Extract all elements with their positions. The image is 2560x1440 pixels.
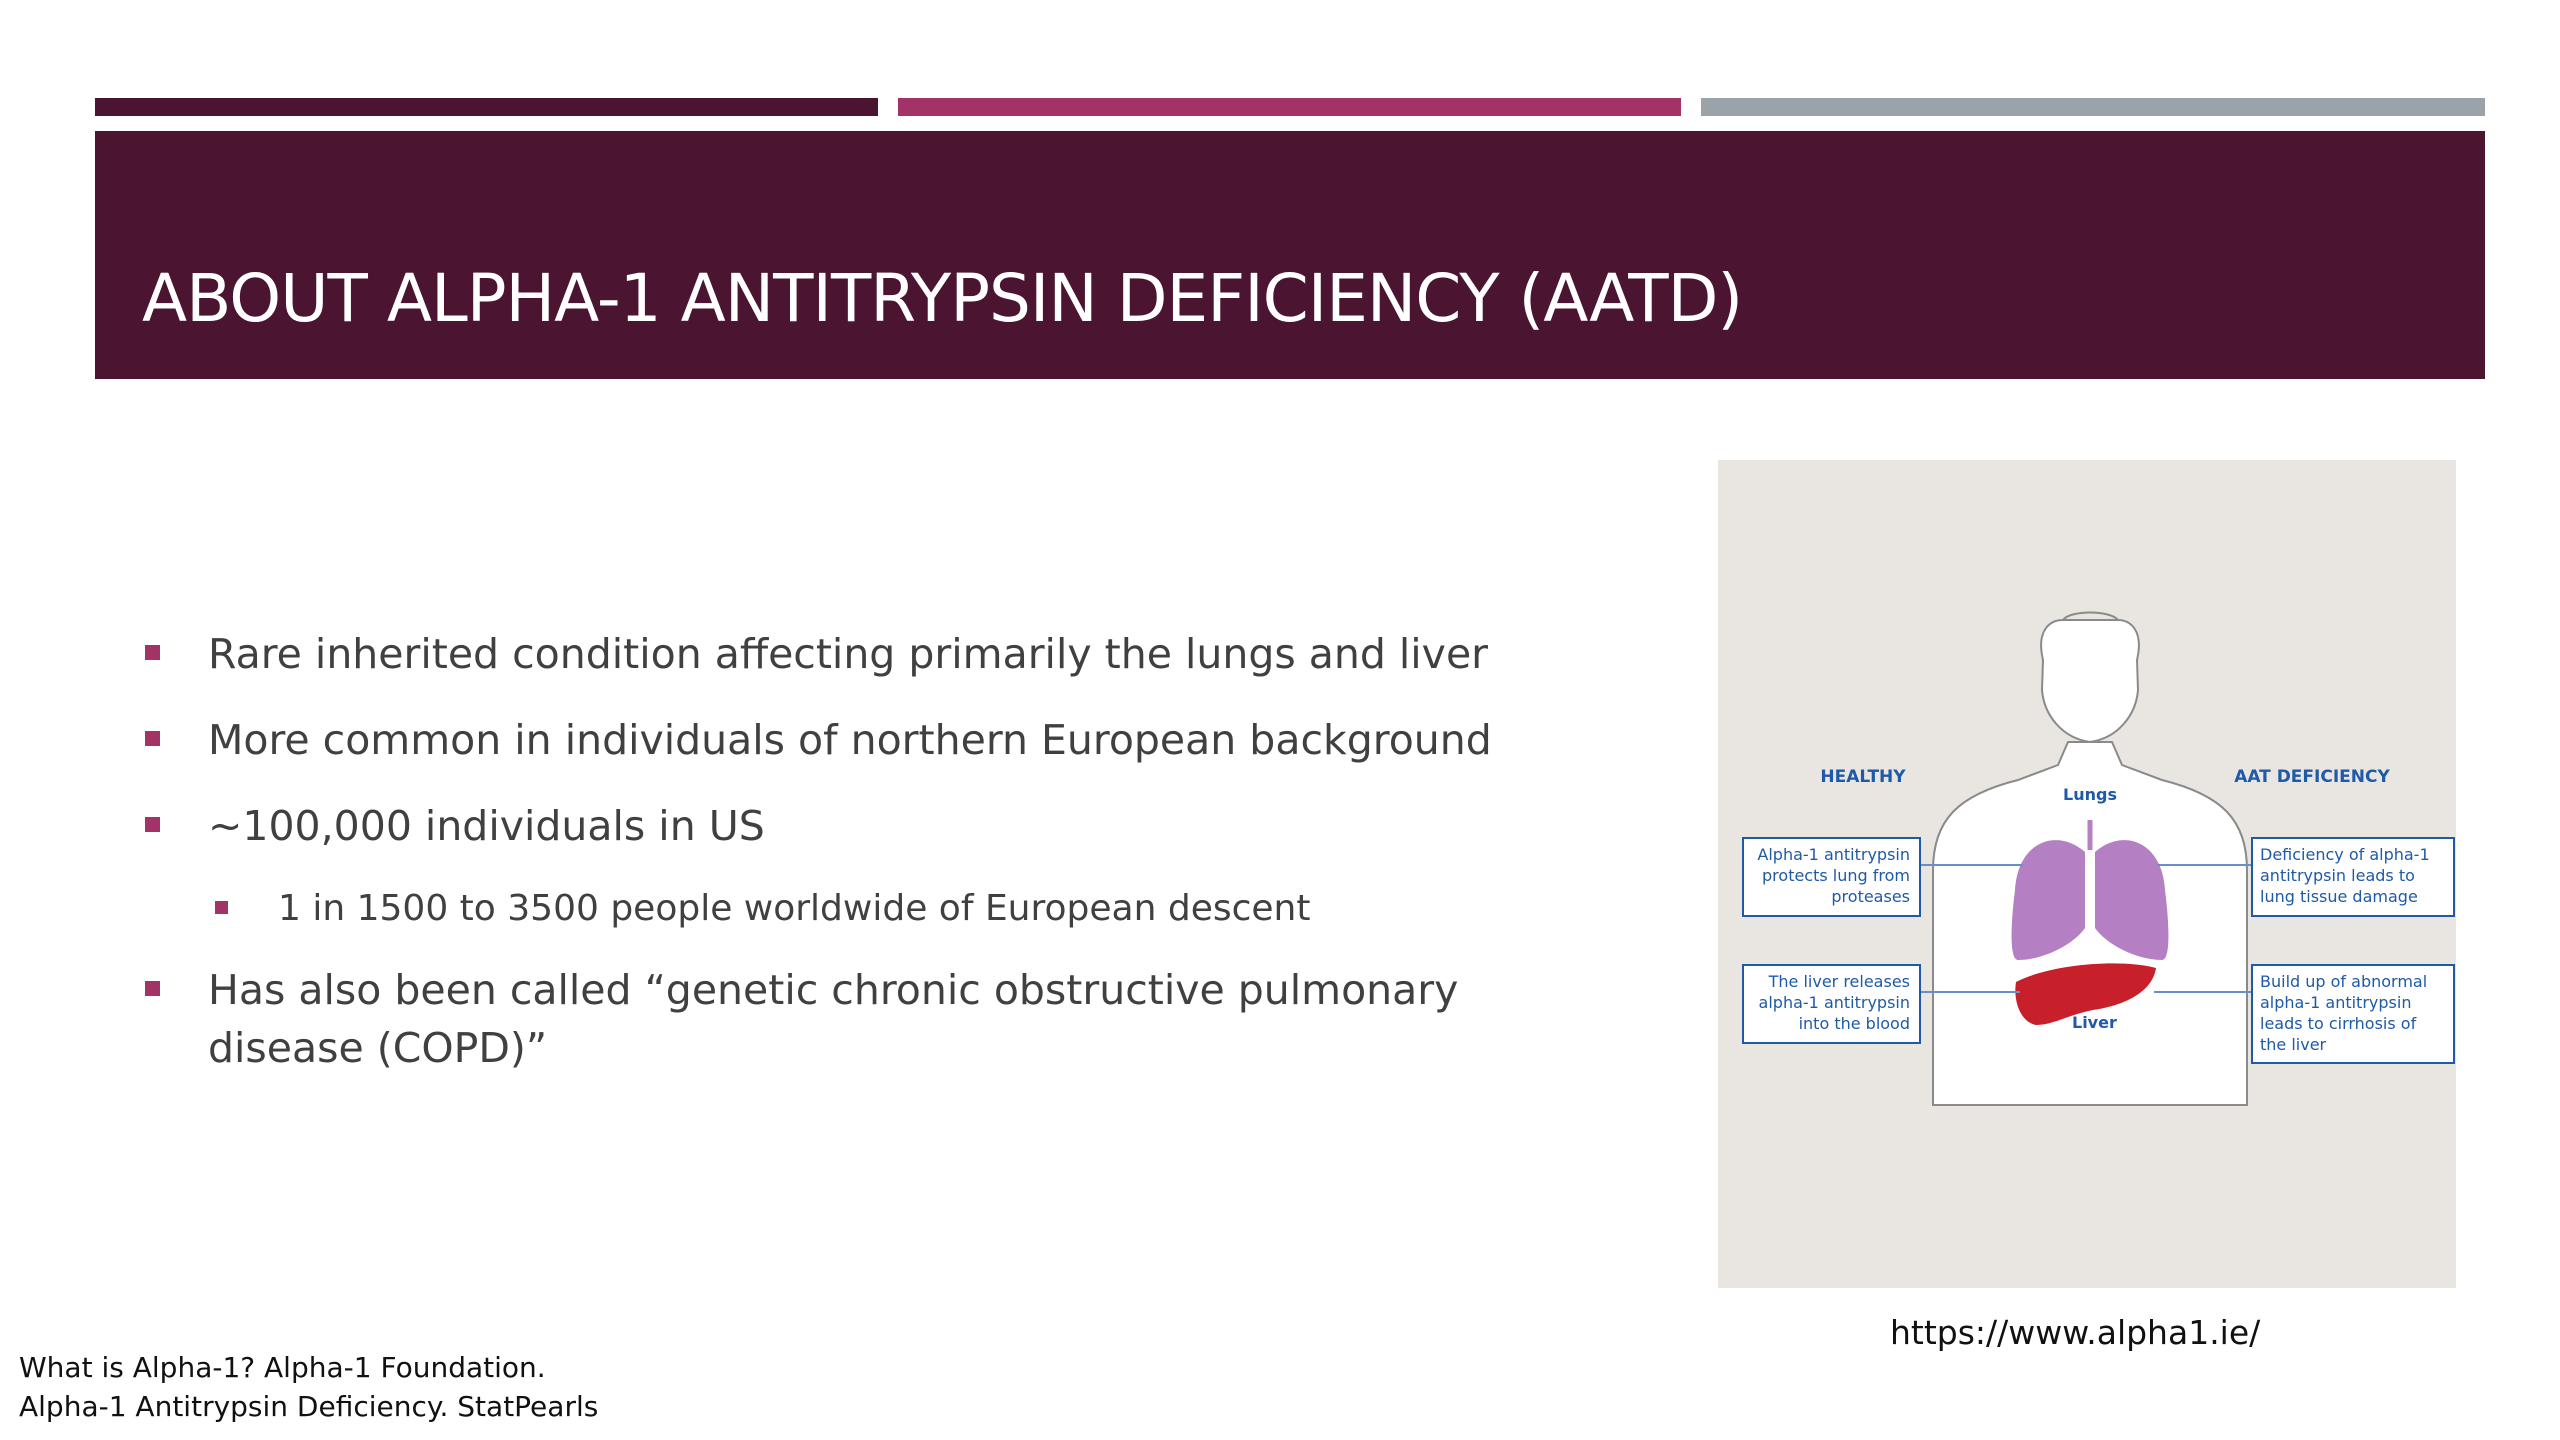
bullet-marker: [215, 901, 228, 914]
bullet-marker: [145, 981, 160, 996]
bullet-marker: [145, 817, 160, 832]
header-stripe-grey: [1701, 98, 2485, 116]
bullet-marker: [145, 731, 160, 746]
deficiency-liver-text: Build up of abnormal: [2260, 972, 2428, 991]
deficiency-liver-text: the liver: [2260, 1035, 2327, 1054]
title-band: [95, 131, 2485, 379]
liver-label: Liver: [2072, 1013, 2117, 1032]
header-stripe-dark: [95, 98, 878, 116]
bullet-item: [140, 797, 1600, 855]
image-source-link[interactable]: https://www.alpha1.ie/: [1890, 1313, 2261, 1352]
bullet-item: [140, 961, 1600, 1077]
deficiency-lung-text: antitrypsin leads to: [2260, 866, 2415, 885]
lungs-label: Lungs: [2063, 785, 2117, 804]
deficiency-lung-text: Deficiency of alpha-1: [2260, 845, 2430, 864]
deficiency-heading: AAT DEFICIENCY: [2234, 767, 2390, 787]
bullet-item: [140, 711, 1600, 769]
deficiency-liver-text: alpha-1 antitrypsin: [2260, 993, 2412, 1012]
reference-item: Alpha-1 Antitrypsin Deficiency. StatPearls: [19, 1390, 599, 1423]
bullet-text: 1 in 1500 to 3500 people worldwide of European descent: [278, 888, 1311, 929]
bullet-text: More common in individuals of northern European background: [208, 716, 1492, 764]
sub-bullet-item: [140, 883, 1600, 935]
bullet-text: Has also been called “genetic chronic obstructive pulmonary disease (COPD)”: [208, 966, 1459, 1072]
healthy-lung-text: Alpha-1 antitrypsin: [1757, 845, 1910, 864]
header-stripe-magenta: [898, 98, 1681, 116]
healthy-lung-text: protects lung from: [1762, 866, 1910, 885]
healthy-lung-text: proteases: [1831, 887, 1910, 906]
bullet-list: [140, 625, 1600, 1105]
deficiency-lung-text: lung tissue damage: [2260, 887, 2418, 906]
references: [19, 1348, 598, 1426]
bullet-text: ~100,000 individuals in US: [208, 802, 765, 850]
aatd-infographic: [1718, 460, 2456, 1288]
infographic-svg: [1718, 460, 2456, 1288]
reference-item: What is Alpha-1? Alpha-1 Foundation.: [19, 1351, 546, 1384]
bullet-item: [140, 625, 1600, 683]
deficiency-liver-text: leads to cirrhosis of: [2260, 1014, 2417, 1033]
slide-title: ABOUT ALPHA-1 ANTITRYPSIN DEFICIENCY (AATD): [142, 260, 1743, 337]
healthy-liver-text: into the blood: [1798, 1014, 1910, 1033]
bullet-text: Rare inherited condition affecting primarily the lungs and liver: [208, 630, 1489, 678]
healthy-heading: HEALTHY: [1820, 767, 1906, 787]
healthy-liver-text: The liver releases: [1768, 972, 1910, 991]
healthy-liver-text: alpha-1 antitrypsin: [1758, 993, 1910, 1012]
bullet-marker: [145, 645, 160, 660]
